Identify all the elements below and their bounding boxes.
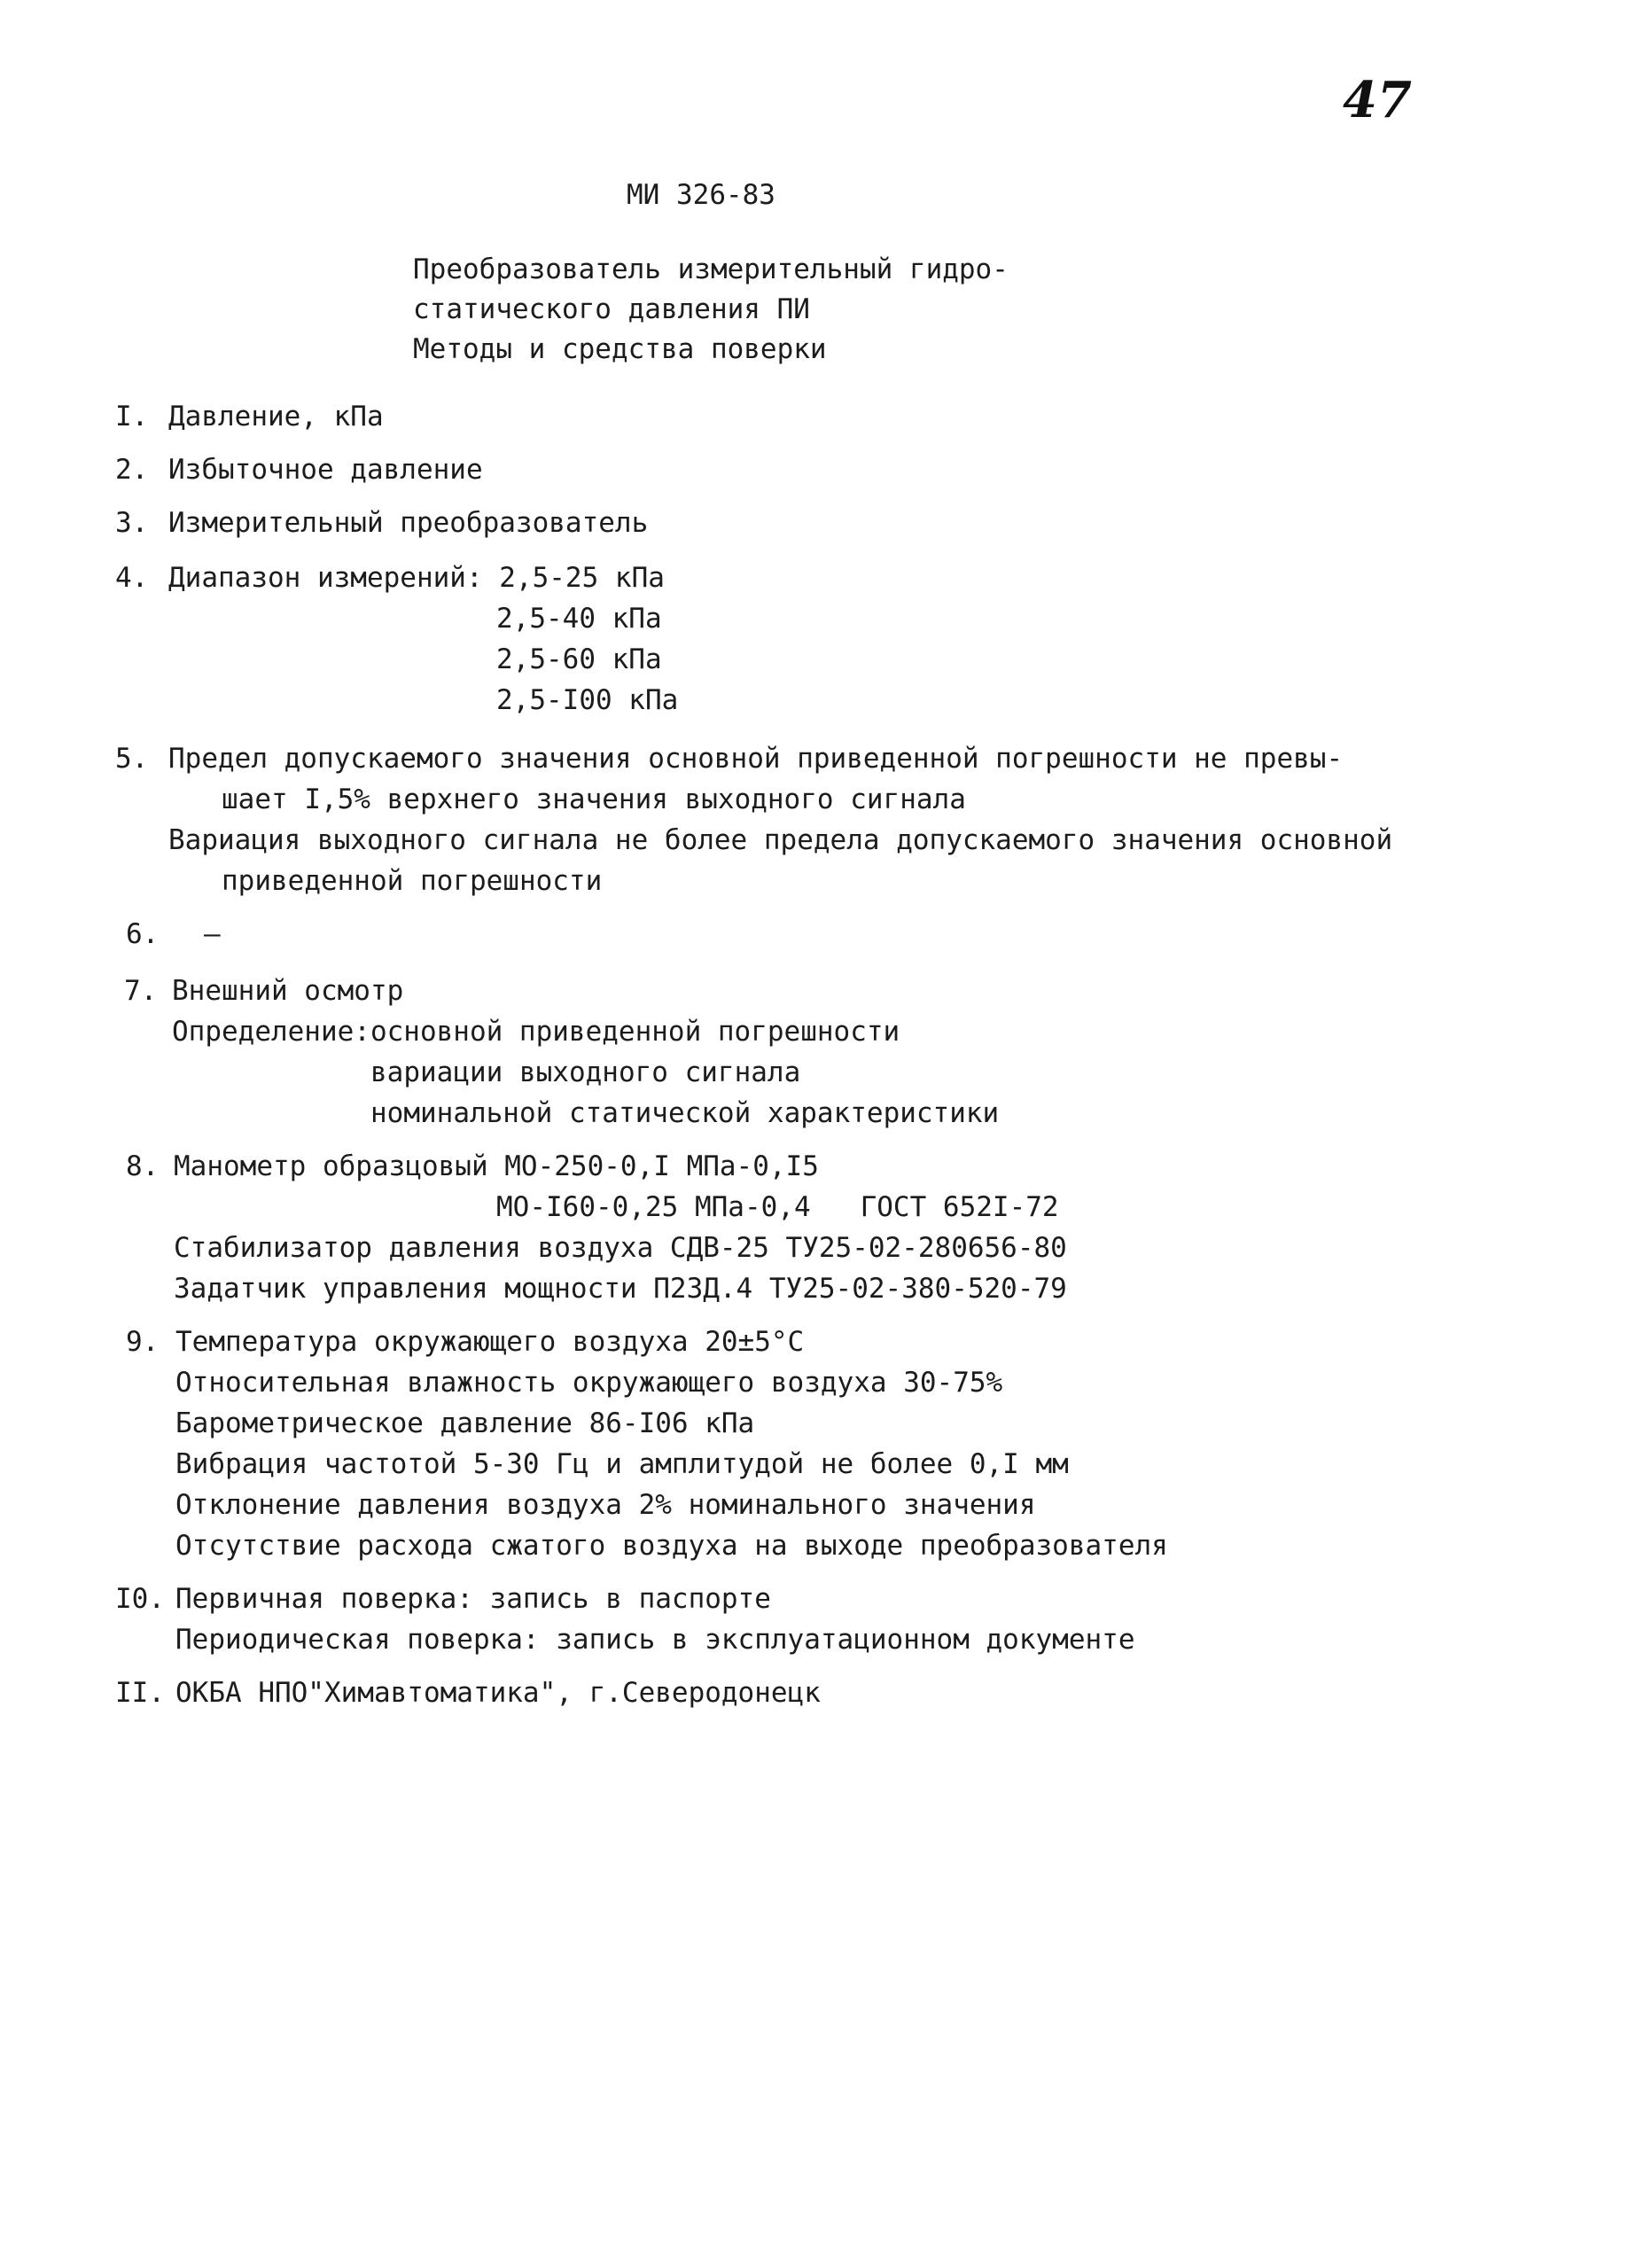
item-text: Температура окружающего воздуха 20±5°С (175, 1326, 805, 1358)
item-text: Предел допускаемого значения основной приведенной погрешности не превы- (168, 743, 1344, 775)
item-text: ОКБА НПО"Химавтоматика", г.Северодонецк (175, 1677, 821, 1709)
item-text: Отсутствие расхода сжатого воздуха на выходе преобразователя (175, 1530, 1168, 1562)
item-number: 3. (115, 507, 149, 539)
item-number: II. (115, 1677, 165, 1709)
item-text: Вариация выходного сигнала не более предела допускаемого значения основной (168, 824, 1393, 856)
item-number: 6. (126, 918, 160, 950)
item-text: Измерительный преобразователь (168, 507, 649, 539)
item-text: шает I,5% верхнего значения выходного сигнала (222, 784, 966, 815)
item-number: 8. (126, 1150, 160, 1182)
item-text: Определение:основной приведенной погрешности (172, 1016, 900, 1048)
title-line: статического давления ПИ (413, 293, 810, 325)
item-number: 2. (115, 454, 149, 486)
item-text: Барометрическое давление 86-I06 кПа (175, 1407, 755, 1439)
document-title (413, 250, 1009, 370)
item-text: вариации выходного сигнала (370, 1056, 801, 1088)
item-number: I. (115, 401, 149, 433)
item-text: 2,5-40 кПа (496, 603, 662, 635)
document-code: МИ 326-83 (627, 179, 775, 211)
item-number: 4. (115, 562, 149, 594)
title-line: Методы и средства поверки (413, 333, 827, 365)
item-number: I0. (115, 1583, 165, 1615)
item-text: номинальной статической характеристики (370, 1097, 1000, 1129)
item-number: 7. (124, 975, 158, 1007)
page-number: 47 (1343, 71, 1412, 129)
item-text: Стабилизатор давления воздуха СДВ-25 ТУ25-02-280656-80 (174, 1232, 1067, 1264)
item-text: – (204, 918, 221, 950)
item-text: Периодическая поверка: запись в эксплуатационном документе (175, 1624, 1135, 1656)
item-text: Избыточное давление (168, 454, 483, 486)
item-text: Манометр образцовый МО-250-0,I МПа-0,I5 (174, 1150, 819, 1182)
item-text: Задатчик управления мощности П23Д.4 ТУ25-02-380-520-79 (174, 1273, 1067, 1305)
item-text: Внешний осмотр (172, 975, 404, 1007)
item-text: 2,5-I00 кПа (496, 684, 679, 716)
item-number: 5. (115, 743, 149, 775)
item-text: Вибрация частотой 5-30 Гц и амплитудой не более 0,I мм (175, 1448, 1069, 1480)
item-number: 9. (126, 1326, 160, 1358)
item-text: Отклонение давления воздуха 2% номинального значения (175, 1489, 1036, 1521)
item-text: Первичная поверка: запись в паспорте (175, 1583, 771, 1615)
item-text: 2,5-60 кПа (496, 643, 662, 675)
title-line: Преобразователь измерительный гидро- (413, 253, 1009, 285)
item-text: приведенной погрешности (222, 865, 603, 897)
item-text: Давление, кПа (168, 401, 384, 433)
item-text: Относительная влажность окружающего воздуха 30-75% (175, 1367, 1003, 1399)
item-text: Диапазон измерений: 2,5-25 кПа (168, 562, 665, 594)
item-text: МО-I60-0,25 МПа-0,4 ГОСТ 652I-72 (496, 1191, 1059, 1223)
